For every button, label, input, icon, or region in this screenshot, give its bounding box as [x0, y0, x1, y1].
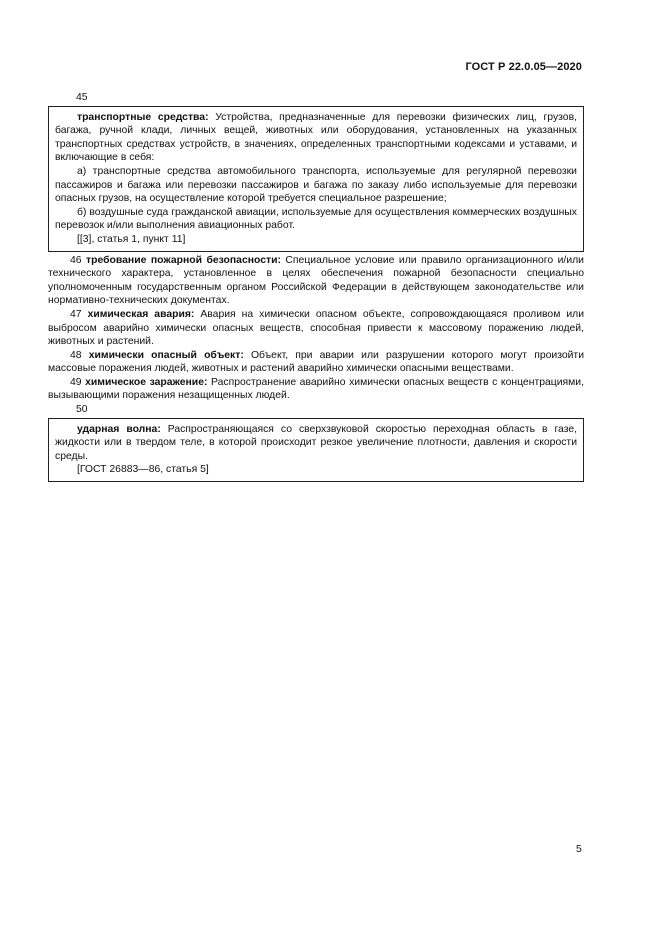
entry-number-48: 48 — [70, 349, 82, 361]
entry-number-47: 47 — [70, 308, 82, 320]
document-body — [48, 91, 584, 484]
definition-46: Специальное условие или правило организационного и/или технического характера, установленное в целях обеспечения пожарной безопасности специально уполномоченным государственным органом Российской Федерации в действующем законодательстве или нормативно-технических документах. — [48, 254, 584, 307]
entry-45-reference: [[3], статья 1, пункт 11] — [77, 233, 186, 245]
entry-box-45 — [48, 106, 584, 252]
page-number: 5 — [576, 844, 582, 855]
entry-48 — [48, 349, 584, 376]
definition-47: Авария на химически опасном объекте, сопровождающаяся проливом или выбросом аварийно химически опасных веществ, способная привести к массовому поражению людей, животных и растений. — [48, 308, 584, 348]
term-46: требование пожарной безопасности: — [86, 254, 281, 266]
term-45: транспортные средства: — [77, 111, 209, 123]
term-47: химическая авария: — [87, 308, 195, 320]
entry-number-49: 49 — [70, 376, 82, 388]
entry-50-definition — [55, 423, 577, 464]
entry-50-reference: [ГОСТ 26883—86, статья 5] — [77, 464, 209, 476]
entry-number-46: 46 — [70, 254, 82, 266]
entry-47 — [48, 308, 584, 349]
definition-48: Объект, при аварии или разрушении которого могут произойти массовые поражения людей, животных и растений аварийно химически опасными веществами. — [48, 349, 584, 375]
entry-45-item-b: б) воздушные суда гражданской авиации, используемые для осуществления коммерческих воздушных перевозок и/или выполнения авиационных работ. — [55, 206, 577, 232]
definition-45: Устройства, предназначенные для перевозки физических лиц, грузов, багажа, ручной клади, личных вещей, животных или оборудования, установленных на указанных транспортных средствах устройств, в значениях, определенных транспортными кодексами и уставами, и включающие в себя: — [55, 111, 577, 164]
term-48: химически опасный объект: — [88, 349, 244, 361]
entry-45-item-a: а) транспортные средства автомобильного транспорта, используемые для регулярной перевозки пассажиров и багажа или перевозки пассажиров и багажа по заказу либо используемые для перевозки опасных грузов, на осуществление которой требуется специальное разрешение; — [55, 165, 577, 205]
term-50: ударная волна: — [77, 423, 161, 435]
term-49: химическое заражение: — [85, 376, 208, 388]
entry-number-50: 50 — [76, 404, 88, 416]
entry-number-45: 45 — [76, 92, 88, 103]
definition-49: Распространение аварийно химически опасных веществ с концентрациями, вызывающими поражения незащищенных людей. — [48, 376, 584, 402]
entry-46 — [48, 254, 584, 308]
entry-49 — [48, 376, 584, 403]
definition-50: Распространяющаяся со сверхзвуковой скоростью переходная область в газе, жидкости или в твердом теле, в которой происходит резкое увеличение плотности, давления и скорости среды. — [55, 423, 578, 462]
entry-45-definition — [55, 111, 577, 165]
document-code: ГОСТ Р 22.0.05—2020 — [465, 61, 582, 73]
entry-box-50 — [48, 418, 584, 482]
